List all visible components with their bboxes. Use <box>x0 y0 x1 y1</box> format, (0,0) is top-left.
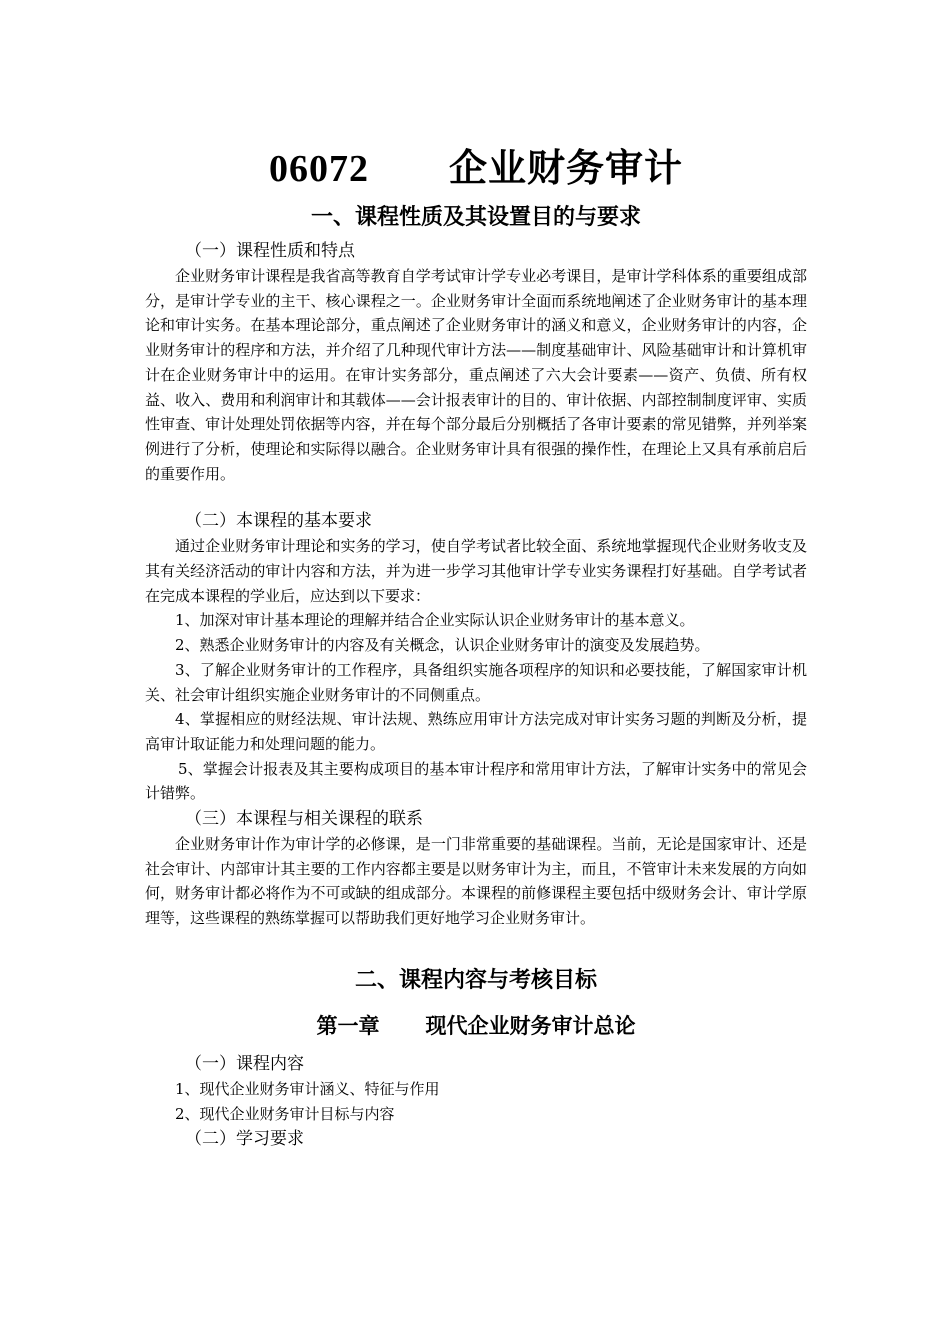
sub1-paragraph: 企业财务审计课程是我省高等教育自学考试审计学专业必考课目，是审计学科体系的重要组成部分，是审计学专业的主干、核心课程之一。企业财务审计全面而系统地阐述了企业财务审计的基本理论和审计实务。在基本理论部分，重点阐述了企业财务审计的涵义和意义，企业财务审计的内容，企业财务审计的程序和方法，并介绍了几种现代审计方法——制度基础审计、风险基础审计和计算机审计在企业财务审计中的运用。在审计实务部分，重点阐述了六大会计要素——资产、负债、所有权益、收入、费用和利润审计和其载体——会计报表审计的目的、审计依据、内部控制制度评审、实质性审查、审计处理处罚依据等内容，并在每个部分最后分别概括了各审计要素的常见错弊，并列举案例进行了分析，使理论和实际得以融合。企业财务审计具有很强的操作性，在理论上又具有承前启后的重要作用。 <box>145 267 807 483</box>
section2-heading: 二、课程内容与考核目标 <box>354 966 597 993</box>
section1-heading: 一、课程性质及其设置目的与要求 <box>310 204 641 230</box>
sub1-heading: （一）课程性质和特点 <box>185 241 355 261</box>
content-item: 1、现代企业财务审计涵义、特征与作用 <box>175 1079 440 1098</box>
requirement-item: 5、掌握会计报表及其主要构成项目的基本审计程序和常用审计方法，了解审计实务中的常见会计错弊。 <box>145 759 807 803</box>
sub2-heading: （二）本课程的基本要求 <box>185 511 372 532</box>
content-item: 2、现代企业财务审计目标与内容 <box>175 1104 395 1123</box>
requirement-item: 1、加深对审计基本理论的理解并结合企业实际认识企业财务审计的基本意义。 <box>175 611 695 630</box>
document-page <box>145 140 807 1152</box>
sub3-paragraph: 企业财务审计作为审计学的必修课，是一门非常重要的基础课程。当前，无论是国家审计、还是社会审计、内部审计其主要的工作内容都主要是以财务审计为主，而且，不管审计未来发展的方向如何，财务审计都必将作为不可或缺的组成部分。本课程的前修课程主要包括中级财务会计、审计学原理等，这些课程的熟练掌握可以帮助我们更好地学习企业财务审计。 <box>145 835 807 928</box>
course-name: 企业财务审计 <box>448 145 683 190</box>
requirement-item: 2、熟悉企业财务审计的内容及有关概念，认识企业财务审计的演变及发展趋势。 <box>175 636 710 655</box>
chapter-title: 现代企业财务审计总论 <box>425 1012 636 1038</box>
content-heading: （一）课程内容 <box>185 1053 304 1074</box>
requirement-item: 3、了解企业财务审计的工作程序，具备组织实施各项程序的知识和必要技能，了解国家审计机关、社会审计组织实施企业财务审计的不同侧重点。 <box>145 660 807 704</box>
sub2-paragraph: 通过企业财务审计理论和实务的学习，使自学考试者比较全面、系统地掌握现代企业财务收支及其有关经济活动的审计内容和方法，并为进一步学习其他审计学专业实务课程打好基础。自学考试者在完成本课程的学业后，应达到以下要求： <box>145 537 807 605</box>
chapter-number: 第一章 <box>316 1012 380 1038</box>
sub3-heading: （三）本课程与相关课程的联系 <box>185 809 423 830</box>
chapter-heading <box>145 1001 807 1051</box>
requirement-item: 4、掌握相应的财经法规、审计法规、熟练应用审计方法完成对审计实务习题的判断及分析，提高审计取证能力和处理问题的能力。 <box>145 710 807 753</box>
requirements-heading: （二）学习要求 <box>185 1129 304 1150</box>
course-code: 06072 <box>268 148 369 190</box>
document-title <box>145 140 807 196</box>
